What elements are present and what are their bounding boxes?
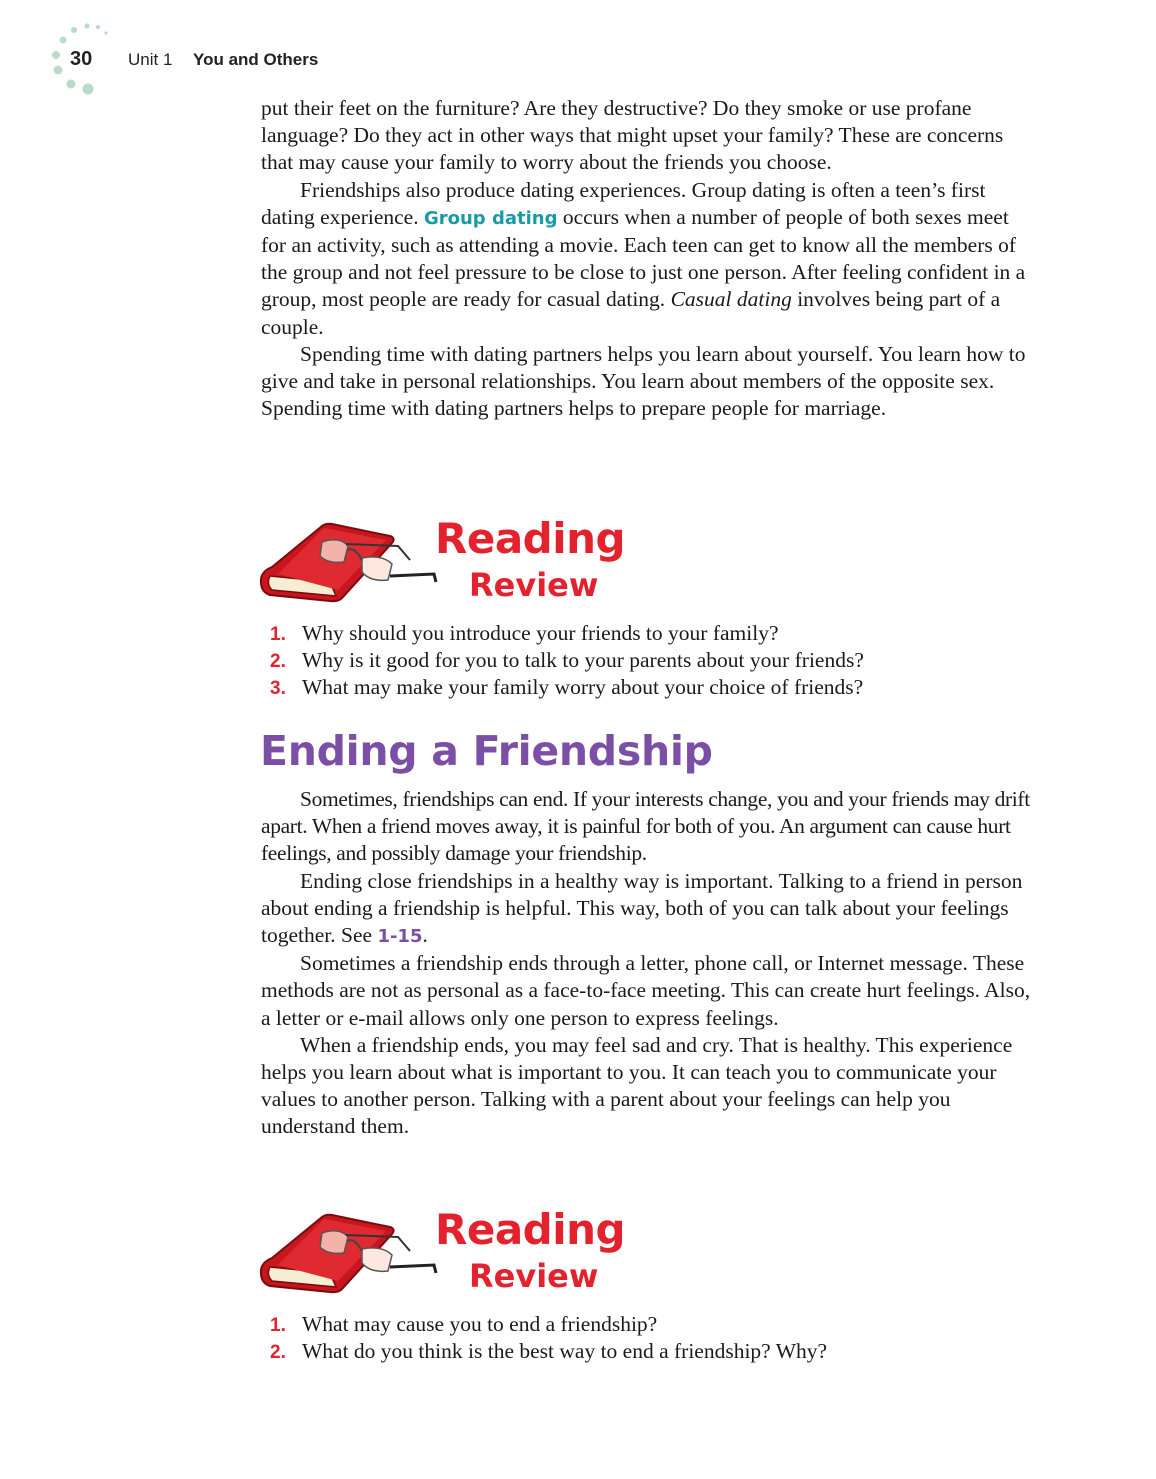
unit-title: You and Others	[193, 50, 319, 69]
section-text	[261, 786, 1031, 1141]
review-question-list	[270, 1311, 827, 1365]
reading-review-subtitle: Review	[469, 566, 599, 604]
question-text: What may cause you to end a friendship?	[302, 1312, 658, 1336]
section-heading: Ending a Friendship	[260, 727, 713, 775]
page-number: 30	[70, 48, 93, 70]
italic-term: Casual dating	[670, 287, 792, 312]
unit-label: Unit 1	[128, 50, 173, 69]
intro-text	[261, 95, 1031, 422]
page-header	[0, 0, 1156, 100]
book-with-glasses-icon	[258, 1211, 438, 1297]
review-question-list	[270, 620, 864, 702]
paragraph: When a friendship ends, you may feel sad and cry. That is healthy. This experience helps you learn about what is important to you. It can teach you to communicate your values to another person. Talking with a parent about your feelings can help you understand them.	[261, 1032, 1013, 1139]
question-number: 1.	[270, 1315, 286, 1336]
paragraph: Sometimes, friendships can end. If your interests change, you and your friends may drift apart. When a friend moves away, it is painful for both of you. An argument can cause hurt feelings, and possibly damage your friendship.	[261, 787, 1030, 866]
decorative-dots-icon	[0, 0, 120, 100]
reading-review-title: Reading	[435, 1205, 626, 1254]
question-number: 2.	[270, 1342, 286, 1364]
question-number: 2.	[270, 651, 286, 673]
list-item	[270, 620, 864, 647]
list-item	[270, 1338, 827, 1365]
reading-review-heading	[258, 1205, 678, 1309]
paragraph: Spending time with dating partners helps you learn about yourself. You learn how to give and take in personal relationships. You learn about members of the opposite sex. Spending time with dating partners helps to prepare people for marriage.	[261, 341, 1026, 421]
paragraph: Friendships also produce dating experiences. Group dating is often a teen’s first dating experience. Group dating occurs when a number of people of both sexes meet for an activity, such as attending a movie. Each teen can get to know all the members of the group and not feel pressure to be close to just one person. After feeling confident in a group, most people are ready for casual dating. Casual dating involves being part of a couple.	[261, 177, 1026, 339]
figure-reference: 1-15	[377, 926, 423, 948]
paragraph: Ending close friendships in a healthy way is important. Talking to a friend in person about ending a friendship is helpful. This way, both of you can talk about your feelings together. See 1-15.	[261, 868, 1023, 948]
question-text: What may make your family worry about your choice of friends?	[302, 675, 864, 700]
list-item	[270, 647, 864, 674]
question-text: Why should you introduce your friends to your family?	[302, 621, 779, 645]
list-item	[270, 674, 864, 701]
question-text: What do you think is the best way to end a friendship? Why?	[302, 1339, 828, 1364]
book-with-glasses-icon	[258, 520, 438, 606]
paragraph: Sometimes a friendship ends through a letter, phone call, or Internet message. These methods are not as personal as a face-to-face meeting. This can create hurt feelings. Also, a letter or e-mail allows only one person to express feelings.	[261, 951, 1031, 1030]
key-term: Group dating	[423, 207, 558, 229]
question-number: 1.	[270, 624, 286, 645]
paragraph: put their feet on the furniture? Are they destructive? Do they smoke or use profane language? Do they act in other ways that might upset your family? These are concerns that may cause your family to worry about the friends you choose.	[261, 96, 1004, 175]
list-item	[270, 1311, 827, 1338]
reading-review-title: Reading	[435, 514, 626, 563]
reading-review-heading	[258, 514, 678, 618]
question-text: Why is it good for you to talk to your parents about your friends?	[302, 648, 864, 673]
question-number: 3.	[270, 678, 286, 700]
reading-review-subtitle: Review	[469, 1257, 599, 1295]
